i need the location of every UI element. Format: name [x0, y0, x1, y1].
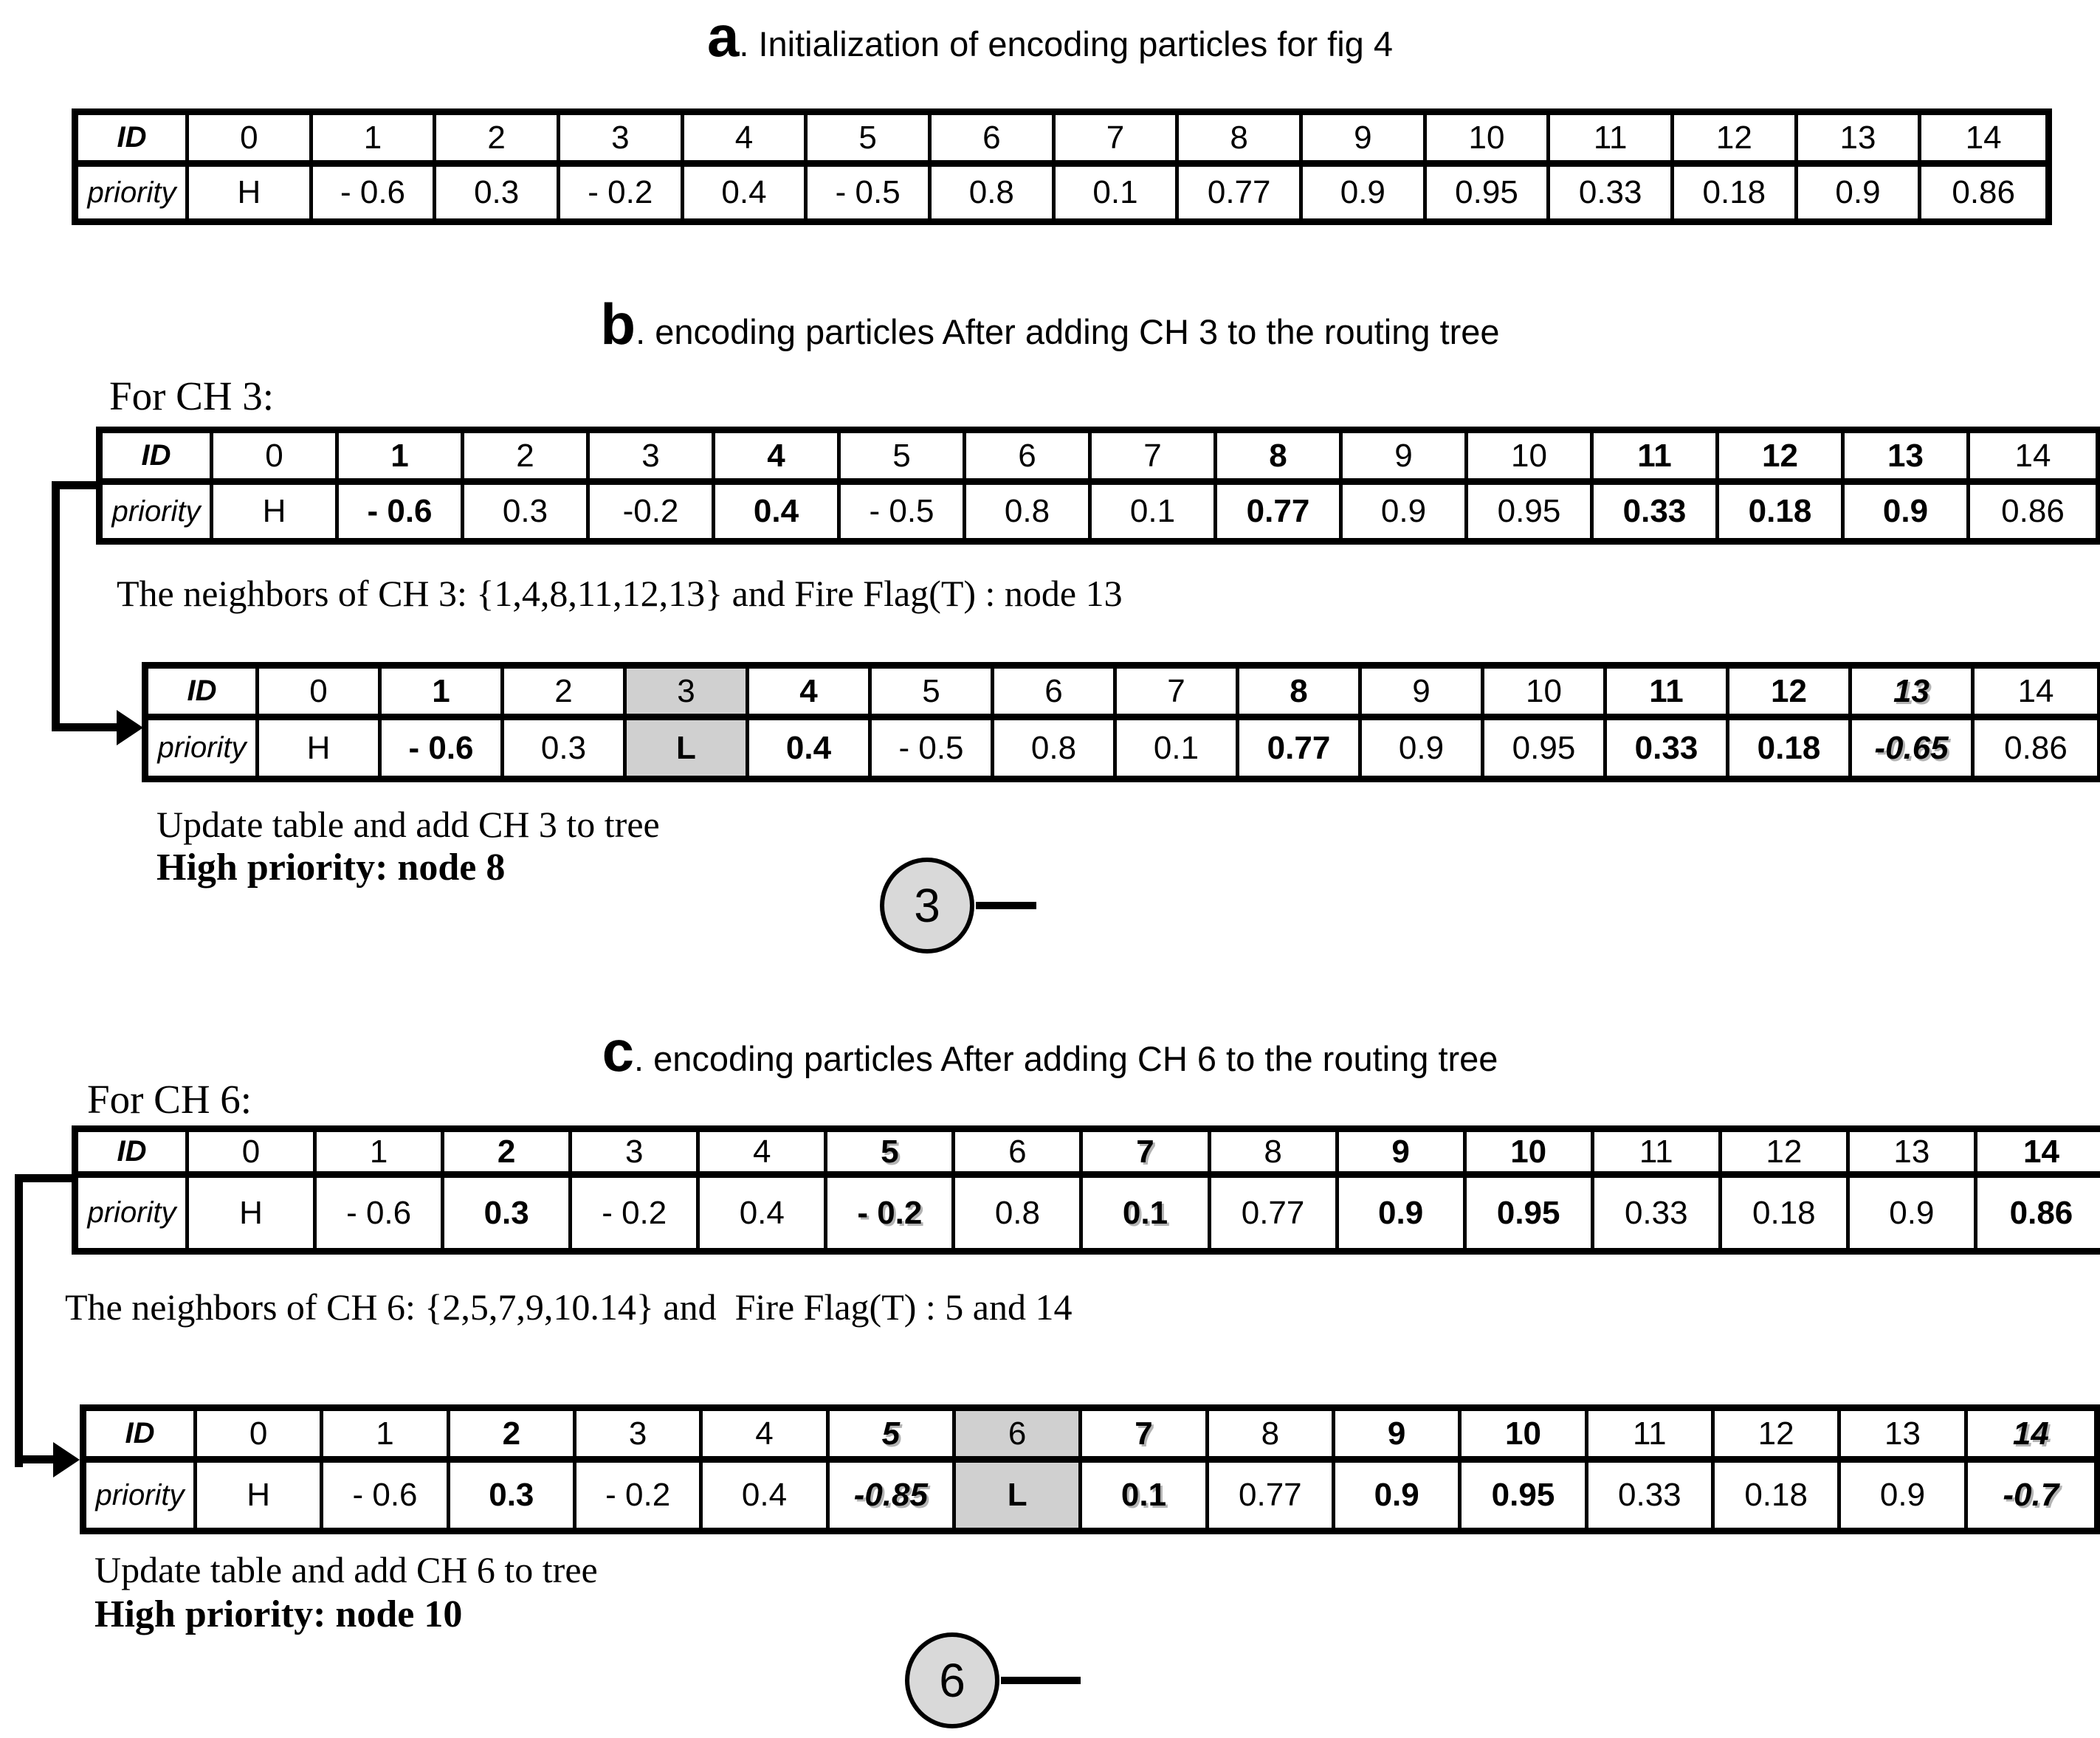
- table-cell: 0.8: [966, 485, 1092, 538]
- table-cell: 3: [590, 433, 715, 485]
- table-cell: -0.85: [830, 1463, 956, 1528]
- table-cell: -0.7: [1968, 1463, 2094, 1528]
- table-cell: 8: [1239, 669, 1362, 720]
- table-cell: 9: [1362, 669, 1484, 720]
- row-label-cell: ID: [86, 1411, 197, 1463]
- table-cell: - 0.6: [313, 167, 437, 218]
- table-cell: 12: [1729, 669, 1852, 720]
- table-cell: 6: [994, 669, 1117, 720]
- table-cell: 0.1: [1117, 720, 1239, 776]
- table-cell: 0.3: [464, 485, 590, 538]
- table-cell: 14: [1921, 115, 2045, 167]
- table-cell: 0.1: [1092, 485, 1217, 538]
- table-cell: 11: [1594, 433, 1719, 485]
- tree-node-3-edge-line: [976, 902, 1036, 909]
- table-cell: 0.9: [1303, 167, 1427, 218]
- table-cell: 2: [444, 1132, 572, 1178]
- section-b-title: [0, 292, 2100, 356]
- table-cell: 0.8: [994, 720, 1117, 776]
- table-cell: 0.18: [1715, 1463, 1841, 1528]
- table-cell: 2: [450, 1411, 576, 1463]
- table-cell: 0.9: [1845, 485, 1970, 538]
- table-cell: - 0.6: [382, 720, 504, 776]
- particles-table-ch3-before: [96, 427, 2100, 545]
- table-cell: 14: [1970, 433, 2096, 485]
- table-cell: 12: [1719, 433, 1845, 485]
- table-cell: 10: [1462, 1411, 1588, 1463]
- row-label-cell: ID: [148, 669, 259, 720]
- tree-node-6-label: 6: [939, 1654, 965, 1707]
- bracket-c-vertical-line: [15, 1174, 23, 1467]
- table-cell: 0: [213, 433, 339, 485]
- table-cell: 0.1: [1082, 1463, 1208, 1528]
- row-label-cell: priority: [103, 485, 213, 538]
- table-cell: 0.33: [1594, 485, 1719, 538]
- table-cell: 8: [1211, 1132, 1339, 1178]
- row-label-cell: priority: [148, 720, 259, 776]
- for-ch6-label: For CH 6:: [87, 1077, 252, 1122]
- table-cell: 4: [749, 669, 872, 720]
- table-cell: H: [189, 167, 313, 218]
- particles-table-initial: [72, 108, 2052, 225]
- table-cell: 9: [1343, 433, 1468, 485]
- table-cell: 3: [627, 669, 749, 720]
- table-cell: 10: [1468, 433, 1594, 485]
- section-a-title-letter: a: [706, 4, 740, 69]
- ch3-high-priority-text: High priority: node 8: [156, 846, 506, 889]
- table-cell: 0.86: [1970, 485, 2096, 538]
- table-cell: - 0.6: [323, 1463, 450, 1528]
- table-cell: 2: [464, 433, 590, 485]
- table-cell: 5: [872, 669, 994, 720]
- table-cell: 8: [1217, 433, 1343, 485]
- table-cell: 0.95: [1484, 720, 1607, 776]
- table-cell: 13: [1841, 1411, 1967, 1463]
- table-cell: 3: [572, 1132, 700, 1178]
- row-label-cell: priority: [78, 1178, 189, 1248]
- table-cell: 7: [1056, 115, 1180, 167]
- ch3-update-text: Update table and add CH 3 to tree: [156, 804, 660, 845]
- table-cell: 0.9: [1798, 167, 1922, 218]
- table-cell: 4: [703, 1411, 829, 1463]
- table-cell: 0.18: [1674, 167, 1798, 218]
- table-cell: - 0.2: [560, 167, 684, 218]
- section-c-title-text: . encoding particles After adding CH 6 to the routing tree: [633, 1039, 1498, 1078]
- table-cell: - 0.5: [872, 720, 994, 776]
- section-c-title: [0, 1018, 2100, 1083]
- table-cell: 0.95: [1467, 1178, 1594, 1248]
- for-ch3-label: For CH 3:: [109, 373, 275, 418]
- table-cell: 0.9: [1335, 1463, 1462, 1528]
- particles-table-ch6-before: [72, 1125, 2100, 1255]
- bracket-c-arrowhead-icon: [53, 1442, 80, 1477]
- table-cell: 0.33: [1607, 720, 1729, 776]
- particles-table-ch3-after: [142, 662, 2100, 782]
- table-cell: 9: [1303, 115, 1427, 167]
- table-cell: - 0.6: [317, 1178, 444, 1248]
- table-cell: 0.3: [450, 1463, 576, 1528]
- table-cell: H: [197, 1463, 323, 1528]
- table-cell: 11: [1607, 669, 1729, 720]
- table-cell: 0.86: [1921, 167, 2045, 218]
- table-cell: 0.95: [1427, 167, 1551, 218]
- table-cell: L: [627, 720, 749, 776]
- table-cell: 12: [1715, 1411, 1841, 1463]
- table-cell: 2: [504, 669, 627, 720]
- table-cell: 0.9: [1850, 1178, 1977, 1248]
- table-cell: - 0.2: [827, 1178, 955, 1248]
- table-cell: 0.18: [1729, 720, 1852, 776]
- bracket-c-arrow-line: [15, 1455, 58, 1463]
- table-cell: 8: [1179, 115, 1303, 167]
- table-cell: 0.33: [1550, 167, 1674, 218]
- table-cell: 7: [1092, 433, 1217, 485]
- table-cell: - 0.2: [572, 1178, 700, 1248]
- bracket-b-arrowhead-icon: [117, 710, 143, 745]
- table-cell: 0.8: [955, 1178, 1083, 1248]
- table-cell: H: [213, 485, 339, 538]
- table-cell: 0.9: [1362, 720, 1484, 776]
- row-label-cell: ID: [103, 433, 213, 485]
- table-cell: 0.9: [1339, 1178, 1467, 1248]
- table-cell: 0.9: [1343, 485, 1468, 538]
- table-cell: 13: [1850, 1132, 1977, 1178]
- table-cell: 0.18: [1722, 1178, 1850, 1248]
- section-b-title-letter: b: [600, 292, 636, 356]
- table-cell: 4: [715, 433, 841, 485]
- row-label-cell: ID: [78, 1132, 189, 1178]
- tree-node-6: [905, 1632, 999, 1728]
- table-cell: 6: [955, 1132, 1083, 1178]
- table-cell: 0.77: [1239, 720, 1362, 776]
- table-cell: 13: [1845, 433, 1970, 485]
- bracket-b-arrow-line: [52, 723, 120, 731]
- table-cell: 12: [1722, 1132, 1850, 1178]
- table-cell: - 0.5: [808, 167, 932, 218]
- table-cell: 0.86: [1977, 1178, 2100, 1248]
- table-cell: 0.33: [1594, 1178, 1722, 1248]
- bracket-c-top-stub: [15, 1174, 72, 1182]
- table-cell: 1: [313, 115, 437, 167]
- table-cell: 1: [339, 433, 464, 485]
- row-label-cell: priority: [86, 1463, 197, 1528]
- table-cell: 0.4: [749, 720, 872, 776]
- table-cell: H: [189, 1178, 317, 1248]
- table-cell: 4: [700, 1132, 827, 1178]
- table-cell: 10: [1467, 1132, 1594, 1178]
- table-cell: 0: [189, 115, 313, 167]
- table-cell: 12: [1674, 115, 1798, 167]
- table-cell: 13: [1798, 115, 1922, 167]
- table-cell: 6: [966, 433, 1092, 485]
- ch3-neighbors-text: The neighbors of CH 3: {1,4,8,11,12,13} and Fire Flag(T) : node 13: [117, 573, 1123, 614]
- table-cell: 0.4: [700, 1178, 827, 1248]
- table-cell: 0.1: [1083, 1178, 1211, 1248]
- table-cell: 13: [1852, 669, 1975, 720]
- table-cell: 11: [1594, 1132, 1722, 1178]
- table-cell: 7: [1117, 669, 1239, 720]
- table-cell: - 0.6: [339, 485, 464, 538]
- table-cell: 0.1: [1056, 167, 1180, 218]
- table-cell: 0.4: [715, 485, 841, 538]
- section-a-title-text: . Initialization of encoding particles for fig 4: [739, 24, 1394, 63]
- table-cell: 5: [830, 1411, 956, 1463]
- table-cell: 0.95: [1468, 485, 1594, 538]
- table-cell: 9: [1335, 1411, 1462, 1463]
- table-cell: 0.9: [1841, 1463, 1967, 1528]
- table-cell: 0.4: [703, 1463, 829, 1528]
- table-cell: 0.3: [436, 167, 560, 218]
- table-cell: 1: [317, 1132, 444, 1178]
- table-cell: 0: [197, 1411, 323, 1463]
- table-cell: 0.4: [684, 167, 808, 218]
- table-cell: 6: [932, 115, 1056, 167]
- table-cell: 0.3: [504, 720, 627, 776]
- table-cell: 0.77: [1209, 1463, 1335, 1528]
- table-cell: 11: [1550, 115, 1674, 167]
- table-cell: 4: [684, 115, 808, 167]
- table-cell: 0.3: [444, 1178, 572, 1248]
- table-cell: H: [259, 720, 382, 776]
- table-cell: 5: [808, 115, 932, 167]
- table-cell: 0: [189, 1132, 317, 1178]
- table-cell: 7: [1083, 1132, 1211, 1178]
- table-cell: L: [956, 1463, 1082, 1528]
- table-cell: 0.77: [1211, 1178, 1339, 1248]
- row-label-cell: priority: [78, 167, 189, 218]
- table-cell: 9: [1339, 1132, 1467, 1178]
- table-cell: 0.18: [1719, 485, 1845, 538]
- table-cell: 10: [1427, 115, 1551, 167]
- section-b-title-text: . encoding particles After adding CH 3 to the routing tree: [636, 312, 1500, 351]
- table-cell: 1: [382, 669, 504, 720]
- table-cell: 0.86: [1975, 720, 2097, 776]
- table-cell: 0.77: [1217, 485, 1343, 538]
- ch6-update-text: Update table and add CH 6 to tree: [94, 1549, 598, 1590]
- table-cell: 7: [1082, 1411, 1208, 1463]
- table-cell: 8: [1209, 1411, 1335, 1463]
- table-cell: 0.77: [1179, 167, 1303, 218]
- table-cell: 3: [560, 115, 684, 167]
- bracket-b-vertical-line: [52, 481, 60, 731]
- table-cell: -0.2: [590, 485, 715, 538]
- table-cell: 2: [436, 115, 560, 167]
- table-cell: 0.8: [932, 167, 1056, 218]
- tree-node-3-label: 3: [914, 879, 940, 932]
- table-cell: - 0.5: [841, 485, 966, 538]
- tree-node-6-edge-line: [1001, 1677, 1081, 1684]
- table-cell: 5: [841, 433, 966, 485]
- table-cell: 0.33: [1588, 1463, 1715, 1528]
- table-cell: 10: [1484, 669, 1607, 720]
- row-label-cell: ID: [78, 115, 189, 167]
- table-cell: 11: [1588, 1411, 1715, 1463]
- tree-node-3: [880, 858, 974, 954]
- ch6-high-priority-text: High priority: node 10: [94, 1593, 463, 1635]
- table-cell: 6: [956, 1411, 1082, 1463]
- table-cell: 14: [1975, 669, 2097, 720]
- section-a-title: [0, 4, 2100, 69]
- table-cell: 3: [576, 1411, 703, 1463]
- table-cell: 0: [259, 669, 382, 720]
- table-cell: 5: [827, 1132, 955, 1178]
- section-c-title-letter: c: [602, 1018, 634, 1083]
- table-cell: 14: [1977, 1132, 2100, 1178]
- particles-table-ch6-after: [80, 1404, 2100, 1534]
- ch6-neighbors-text: The neighbors of CH 6: {2,5,7,9,10.14} and Fire Flag(T) : 5 and 14: [65, 1286, 1073, 1328]
- table-cell: - 0.2: [576, 1463, 703, 1528]
- table-cell: 0.95: [1462, 1463, 1588, 1528]
- table-cell: 14: [1968, 1411, 2094, 1463]
- table-cell: -0.65: [1852, 720, 1975, 776]
- table-cell: 1: [323, 1411, 450, 1463]
